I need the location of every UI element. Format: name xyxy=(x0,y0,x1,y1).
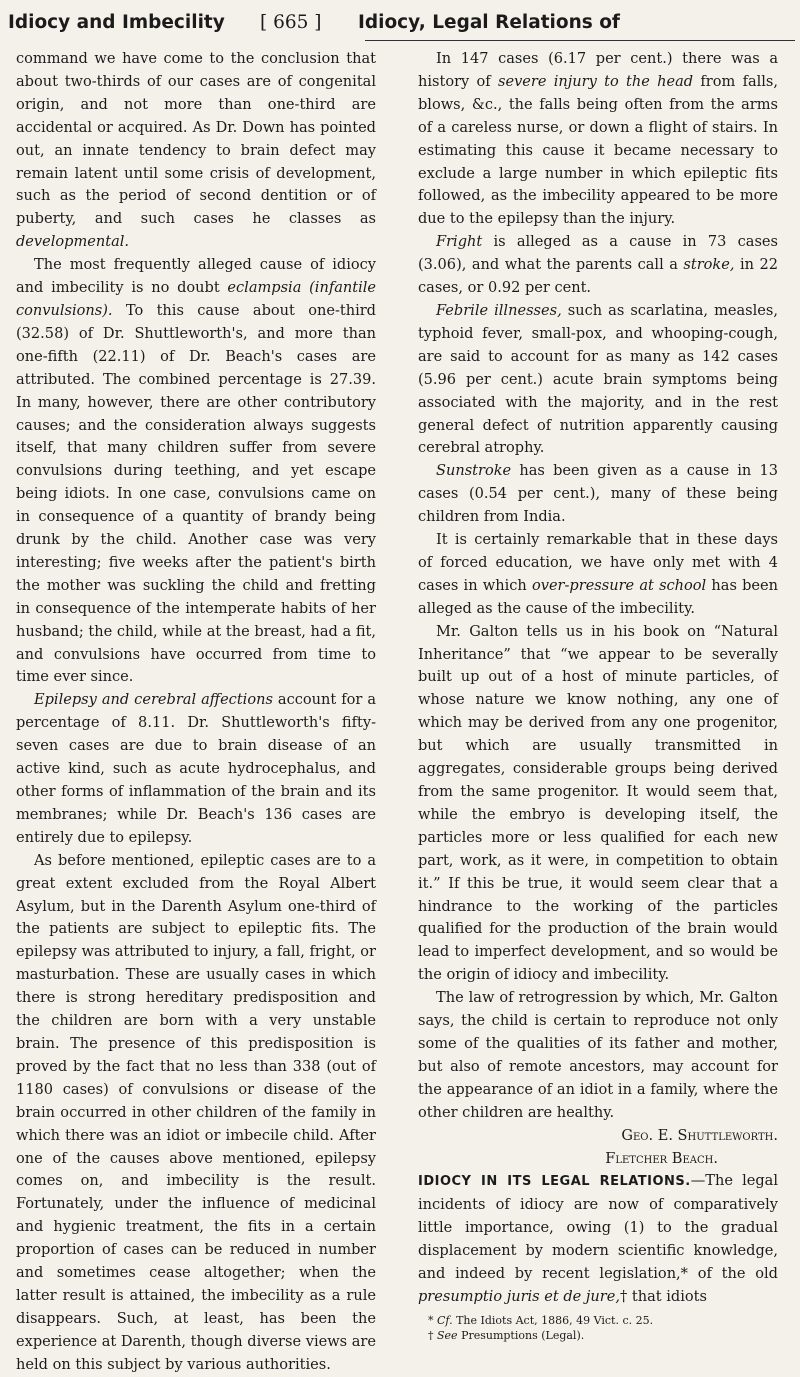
header-rule xyxy=(365,40,795,41)
paragraph: Fright is alleged as a cause in 73 cases (3.06), and what the parents call a stroke, in 22 cases, or 0.92 per cent. xyxy=(418,233,778,297)
left-column xyxy=(16,48,376,1377)
page-number: [ 665 ] xyxy=(260,12,322,33)
author-signature: Geo. E. Shuttleworth. xyxy=(621,1126,778,1144)
right-column xyxy=(418,48,778,1343)
paragraph: As before mentioned, epileptic cases are to a great extent excluded from the Royal Albert Asylum, but in the Darenth Asylum one-third of the patients are subject to epileptic fits. The epilepsy was attributed to injury, a fall, fright, or masturbation. These are usually cases in which there is strong hereditary predisposition and the children are born with a very unstable brain. The presence of this predisposition is proved by the fact that no less than 338 (out of 1180 cases) of convulsions or disease of the brain occurred in other children of the family in which there was an idiot or imbecile child. After one of the causes above mentioned, epilepsy comes on, and imbecility is the result. Fortunately, under the influence of medicinal and hygienic treatment, the fits in a certain proportion of cases can be reduced in number and sometimes cease altogether; when the latter result is attained, the imbecility as a rule disappears. Such, at least, has been the experience at Darenth, though diverse views are held on this subject by various authorities. xyxy=(16,851,376,1373)
author-signature: Fletcher Beach. xyxy=(605,1149,718,1167)
footnote: * Cf. The Idiots Act, 1886, 49 Vict. c. 25. xyxy=(428,1313,654,1327)
paragraph: In 147 cases (6.17 per cent.) there was a history of severe injury to the head from falls, blows, &c., the falls being often from the arms of a careless nurse, or down a flight of stairs. In estimating this cause it became necessary to exclude a large number in which epileptic fits followed, as the imbecility appeared to be more due to the epilepsy than the injury. xyxy=(418,50,779,228)
paragraph: command we have come to the conclusion that about two-thirds of our cases are of congenital origin, and not more than one-third are accidental or acquired. As Dr. Down has pointed out, an innate tendency to brain defect may remain latent until some crisis of development, such as the period of second dentition or of puberty, and such cases he classes as developmental. xyxy=(16,50,376,251)
header-right-title: Idiocy, Legal Relations of xyxy=(358,12,620,33)
paragraph: Sunstroke has been given as a cause in 13 cases (0.54 per cent.), many of these being children from India. xyxy=(418,462,779,526)
header-left-title: Idiocy and Imbecility xyxy=(8,12,225,33)
paragraph: It is certainly remarkable that in these days of forced education, we have only met with 4 cases in which over-pressure at school has been alleged as the cause of the imbecility. xyxy=(418,531,779,617)
paragraph: The most frequently alleged cause of idiocy and imbecility is no doubt eclampsia (infantile convulsions). To this cause about one-third (32.58) of Dr. Shuttleworth's, and more than one-fifth (22.11) of Dr. Beach's cases are attributed. The combined percentage is 27.39. In many, however, there are other contributory causes; and the consideration always suggests itself, that many children suffer from severe convulsions during teething, and yet escape being idiots. In one case, convulsions came on in consequence of a quantity of brandy being drunk by the child. Another case was very interesting; five weeks after the patient's birth the mother was suckling the child and fretting in consequence of the intemperate habits of her husband; the child, while at the breast, had a fit, and convulsions have occurred from time to time ever since. xyxy=(16,256,376,686)
entry-heading: IDIOCY IN ITS LEGAL RELATIONS. xyxy=(418,1174,691,1190)
footnotes xyxy=(418,1313,778,1343)
paragraph: Mr. Galton tells us in his book on “Natural Inheritance” that “we appear to be severally built up out of a host of minute particles, of whose nature we know nothing, any one of which may be derived from any one progenitor, but which are usually transmitted in aggregates, considerable groups being derived from the same progenitor. It would seem that, while the embryo is developing itself, the particles more or less qualified for each new part, work, as it were, in competition to obtain it.” If this be true, it would seem clear that a hindrance to the working of the particles qualified for the production of the brain would lead to imperfect development, and so would be the origin of idiocy and imbecility. xyxy=(418,622,778,984)
footnote: † See Presumptions (Legal). xyxy=(428,1328,585,1342)
paragraph: The law of retrogression by which, Mr. Galton says, the child is certain to reproduce not only some of the qualities of its father and mother, but also of remote ancestors, may account for the appearance of an idiot in a family, where the other children are healthy. xyxy=(418,989,778,1121)
paragraph: Epilepsy and cerebral affections account for a percentage of 8.11. Dr. Shuttleworth's fifty-seven cases are due to brain disease of an active kind, such as acute hydrocephalus, and other forms of inflammation of the brain and its membranes; while Dr. Beach's 136 cases are entirely due to epilepsy. xyxy=(16,691,376,846)
entry-paragraph: IDIOCY IN ITS LEGAL RELATIONS.—The legal incidents of idiocy are now of comparatively little importance, owing (1) to the gradual displacement by modern scientific knowledge, and indeed by recent legislation,* of the old presumptio juris et de jure,† that idiots xyxy=(418,1172,779,1305)
paragraph: Febrile illnesses, such as scarlatina, measles, typhoid fever, small-pox, and whooping-cough, are said to account for as many as 142 cases (5.96 per cent.) acute brain symptoms being associated with the majority, and in the rest general defect of nutrition apparently causing cerebral atrophy. xyxy=(418,301,778,457)
